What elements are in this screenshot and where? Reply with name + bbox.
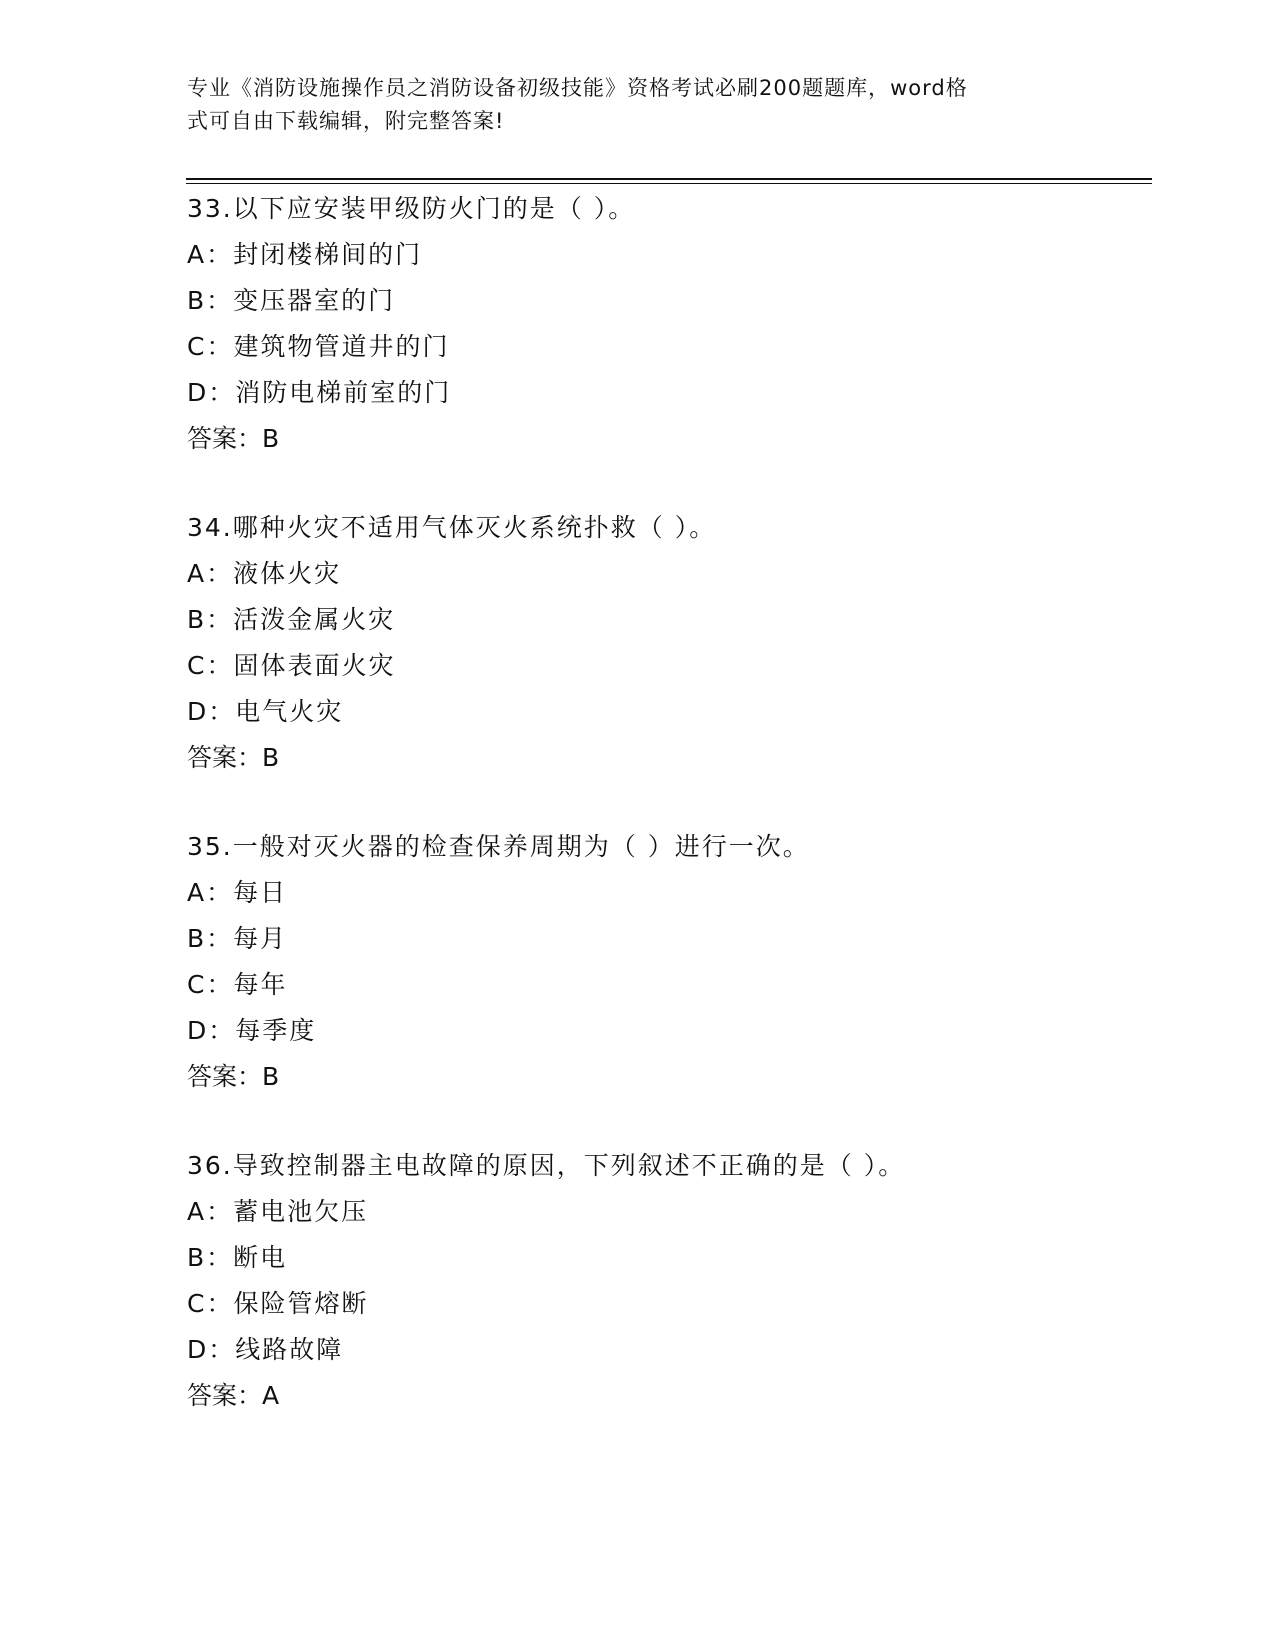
question-stem: 35.一般对灭火器的检查保养周期为（ ）进行一次。 (187, 832, 810, 861)
option-a: A：每日 (187, 878, 288, 907)
header-line-2: 式可自由下载编辑，附完整答案! (187, 109, 505, 133)
option-b: B：活泼金属火灾 (187, 605, 396, 634)
option-d: D：每季度 (187, 1016, 317, 1045)
answer: 答案：B (187, 1062, 280, 1091)
option-c: C：固体表面火灾 (187, 651, 396, 680)
question-35 (187, 824, 1147, 1100)
answer: 答案：B (187, 424, 280, 453)
option-b: B：断电 (187, 1243, 288, 1272)
option-b: B：每月 (187, 924, 288, 953)
question-stem: 33.以下应安装甲级防火门的是（ ）。 (187, 194, 636, 223)
option-a: A：液体火灾 (187, 559, 342, 588)
answer: 答案：B (187, 743, 280, 772)
question-36 (187, 1143, 1147, 1419)
question-34 (187, 505, 1147, 781)
header-divider (186, 178, 1152, 180)
option-d: D：电气火灾 (187, 697, 344, 726)
question-stem: 34.哪种火灾不适用气体灭火系统扑救（ ）。 (187, 513, 717, 542)
option-a: A：蓄电池欠压 (187, 1197, 369, 1226)
option-b: B：变压器室的门 (187, 286, 396, 315)
header-divider-thin (186, 183, 1152, 184)
question-stem: 36.导致控制器主电故障的原因，下列叙述不正确的是（ ）。 (187, 1151, 906, 1180)
option-c: C：建筑物管道井的门 (187, 332, 450, 361)
option-c: C：保险管熔断 (187, 1289, 369, 1318)
option-c: C：每年 (187, 970, 288, 999)
answer: 答案：A (187, 1381, 280, 1410)
header-line-1: 专业《消防设施操作员之消防设备初级技能》资格考试必刷200题题库，word格 (187, 76, 968, 100)
document-header (187, 72, 1067, 138)
option-d: D：消防电梯前室的门 (187, 378, 452, 407)
question-33 (187, 186, 1147, 462)
option-a: A：封闭楼梯间的门 (187, 240, 423, 269)
option-d: D：线路故障 (187, 1335, 344, 1364)
